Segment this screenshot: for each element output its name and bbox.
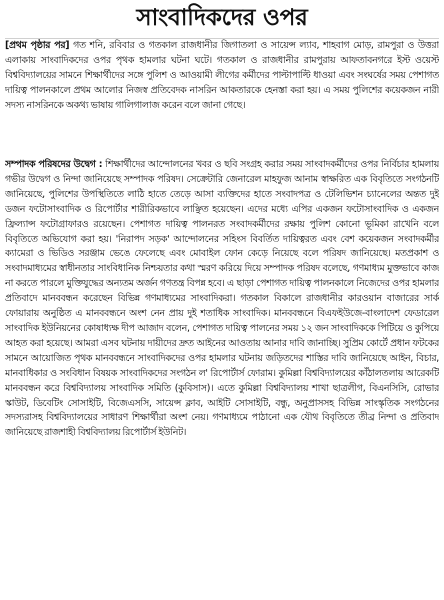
lead-bracket-close: ] (65, 40, 70, 51)
continuation-tag: প্রথম পৃষ্ঠার পর (9, 40, 66, 51)
section-text: শিক্ষার্থীদের আন্দোলনের খবর ও ছবি সংগ্রহ করার সময় সাংবাদকর্মীদের ওপর নির্বিচার হামলায় গভীর উদ্বেগ ও নিন্দা জানিয়েছে সম্পাদক পরিষদ। সেক্রেটারি জেনারেল মাহফুজ আনাম স্বাক্ষরিত এক বিবৃতিতে সংগঠনটি জানিয়েছে, পুলিশের উপস্থিতিতে লাঠি হাতে তেড়ে আসা ব্যক্তিদের হাতে সংবাদপত্র ও টেলিভিশন চ্যানেলের অন্তত দুই ডজন ফটোসাংবাদিক ও রিপোর্টার শারীরিকভাবে লাঞ্ছিত হয়েছেন। এদের মধ্যে এপির একজন ফটোসাংবাদিক ও একজন ফ্রিল্যান্স ফটোগ্রাফারও রয়েছেন। পেশাগত দায়িত্ব পালনরত সংবাদকর্মীদের রক্ষায় পুলিশ কোনো ভূমিকা রাখেনি বলে বিবৃতিতে অভিযোগ করা হয়। 'নিরাপদ সড়ক' আন্দোলনের সহিংস বিবর্তিত দায়িত্বরত এবং বেশ কয়েকজন সংবাদকর্মীর ক্যামেরা ও ভিডিও সরঞ্জাম ভেঙে ফেলেছে এবং মোবাইল ফোন কেড়ে নিয়েছে বলে পরিষদ জানিয়েছে। মতপ্রকাশ ও সংবাদমাধ্যমের স্বাধীনতার সাংবিধানিক নিশ্চয়তার কথা স্মরণ করিয়ে দিয়ে সম্পাদক পরিষদ বলেছে, গণমাধ্যম মুক্তভাবে কাজ না করতে পারলে মুক্তিযুদ্ধের অন্যতম অর্জন গণতন্ত্র বিপন্ন হবে। এ ছাড়া পেশাগত দায়িত্ব পালনকালে নিজেদের ওপর হামলার প্রতিবাদে মানববন্ধন করেছেন বিভিন্ন গণমাধ্যমের সাংবাদিকরা। গতকাল বিকালে রাজধানীর কারওয়ান বাজারের সার্ক ফোয়ারায় অনুষ্ঠিত এ মানববন্ধনে অংশ নেন প্রায় দুই শতাধিক সাংবাদিক। মানববন্ধনে বিএফইউজে-বাংলাদেশ ফেডারেল সাংবাদিক ইউনিয়নের কোষাধ্যক্ষ দীপ আজাদ বলেন, পেশাগত দায়িত্ব পালনের সময় ১২ জন সাংবাদিককে পিটিয়ে ও কুপিয়ে আহত করা হয়েছে। আমরা এসব ঘটনায় দায়ীদের দ্রুত আইনের আওতায় আনার দাবি জানাচ্ছি। সুপ্রিম কোর্টে প্রধান ফটকের সামনে আয়োজিত পৃথক মানববন্ধনে সাংবাদিকদের ওপর হামলার ঘটনায় জড়িতদের শাস্তির দাবি জানিয়েছে আইন, বিচার, মানবাধিকার ও সংবিধান বিষয়ক সাংবাদিকদের সংগঠন ল' রিপোর্টার্স ফোরাম। কুমিল্লা বিশ্ববিদ্যালয়ের কাঁঠালতলায় আরেকটি মানববন্ধন করে বিশ্ববিদ্যালয় সাংবাদিক সমিতি (কুবিসাস)। এতে কুমিল্লা বিশ্ববিদ্যালয় শাখা ছাত্রলীগ, বিএনসিসি, রোভার স্কাউট, ডিবেটিং সোসাইটি, বিজেএসসি, সায়েন্স ক্লাব, আইটি সোসাইটি, বন্ধু, অনুপ্রাসসহ বিভিন্ন সাংস্কৃতিক সংগঠনের সদস্যরাসহ বিশ্ববিদ্যালয়ের সাধারণ শিক্ষার্থীরা অংশ নেয়। গণমাধ্যমে পাঠানো এক যৌথ বিবৃতিতে তীব্র নিন্দা ও প্রতিবাদ জানিয়েছে রাজশাহী বিশ্ববিদ্যালয় রিপোর্টার্স ইউনিট। (5, 159, 439, 439)
lead-paragraph (5, 39, 439, 158)
section-heading: সম্পাদক পরিষদের উদ্বেগ (5, 159, 96, 170)
lead-bracket-open: [ (5, 40, 10, 51)
page-title: সাংবাদিকদের ওপর (136, 5, 308, 31)
section-colon: : (95, 159, 103, 170)
section-paragraph (5, 158, 439, 598)
lead-text: গত শনি, রবিবার ও গতকাল রাজধানীর জিগাতলা ও সায়েন্স ল্যাব, শাহবাগ মোড়, রামপুরা ও উত্তরা এলাকায় সাংবাদিকদের ওপর পৃথক হামলার ঘটনা ঘটে। গতকাল ও রাজধানীর রামপুরায় আফতাবনগরে ইস্ট ওয়েস্ট বিশ্ববিদ্যালয়ের সামনে শিক্ষার্থীদের সঙ্গে পুলিশ ও আওয়ামী লীগের কর্মীদের পাল্টাপাল্টি ধাওয়া এবং সংঘর্ষের সময় পেশাগত দায়িত্ব পালনকালে প্রথম আলোর নিজস্ব প্রতিবেদক নাসরিন আকতারকে হেনস্তা করা হয়। এ সময় পুলিশের কয়েকজন নারী সদস্য নাসরিনকে অকথ্য ভাষায় গালিগালাজ করেন বলে জানা গেছে। (5, 40, 439, 111)
